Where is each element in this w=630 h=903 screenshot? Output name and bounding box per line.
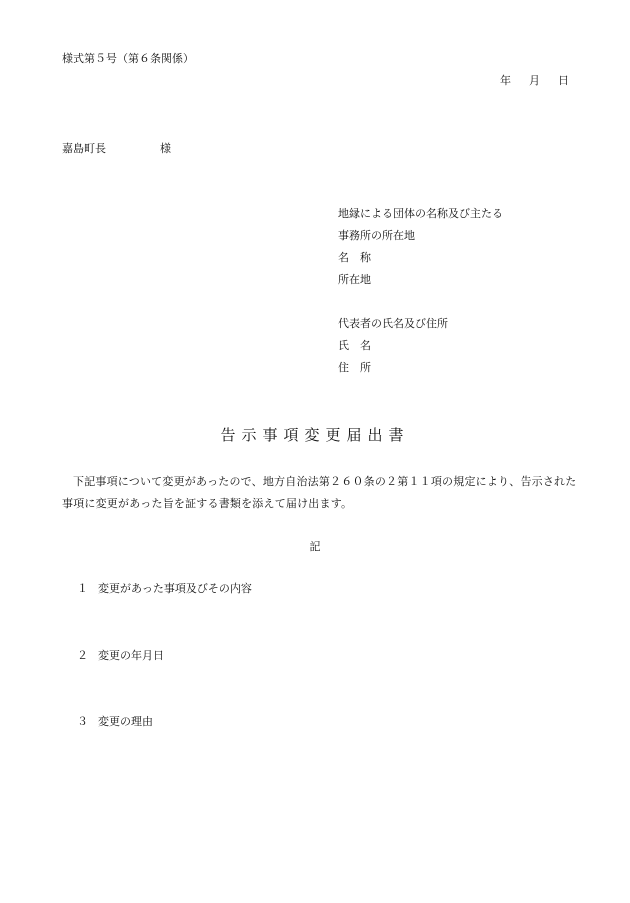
addressee-row xyxy=(62,143,171,154)
date-row xyxy=(500,75,569,86)
item-number: ２ xyxy=(77,649,88,662)
form-number: 様式第５号（第６条関係） xyxy=(62,52,194,65)
item-number: １ xyxy=(77,582,88,595)
date-month-label: 月 xyxy=(529,74,540,87)
item-label: 変更の年月日 xyxy=(98,649,164,662)
group-heading-line-1: 地縁による団体の名称及び主たる xyxy=(338,207,503,220)
group-name-label: 名 称 xyxy=(338,251,371,264)
item-1 xyxy=(77,583,252,594)
addressee-name: 嘉島町長 xyxy=(62,142,106,155)
date-year-label: 年 xyxy=(500,74,511,87)
item-label: 変更があった事項及びその内容 xyxy=(98,582,252,595)
document-title: 告示事項変更届出書 xyxy=(220,426,410,444)
item-number: ３ xyxy=(77,715,88,728)
group-address-label: 所在地 xyxy=(338,273,371,286)
item-2 xyxy=(77,650,164,661)
addressee-honorific: 様 xyxy=(160,142,171,155)
ki-marker: 記 xyxy=(309,540,321,553)
item-3 xyxy=(77,716,153,727)
representative-address-label: 住 所 xyxy=(338,361,371,374)
item-label: 変更の理由 xyxy=(98,715,153,728)
body-text: 下記事項について変更があったので、地方自治法第２６０条の２第１１項の規定により、告示された事項に変更があった旨を証する書類を添えて届け出ます。 xyxy=(62,475,577,510)
representative-heading: 代表者の氏名及び住所 xyxy=(338,317,448,330)
date-day-label: 日 xyxy=(558,74,569,87)
group-heading-line-2: 事務所の所在地 xyxy=(338,229,415,242)
representative-name-label: 氏 名 xyxy=(338,339,371,352)
